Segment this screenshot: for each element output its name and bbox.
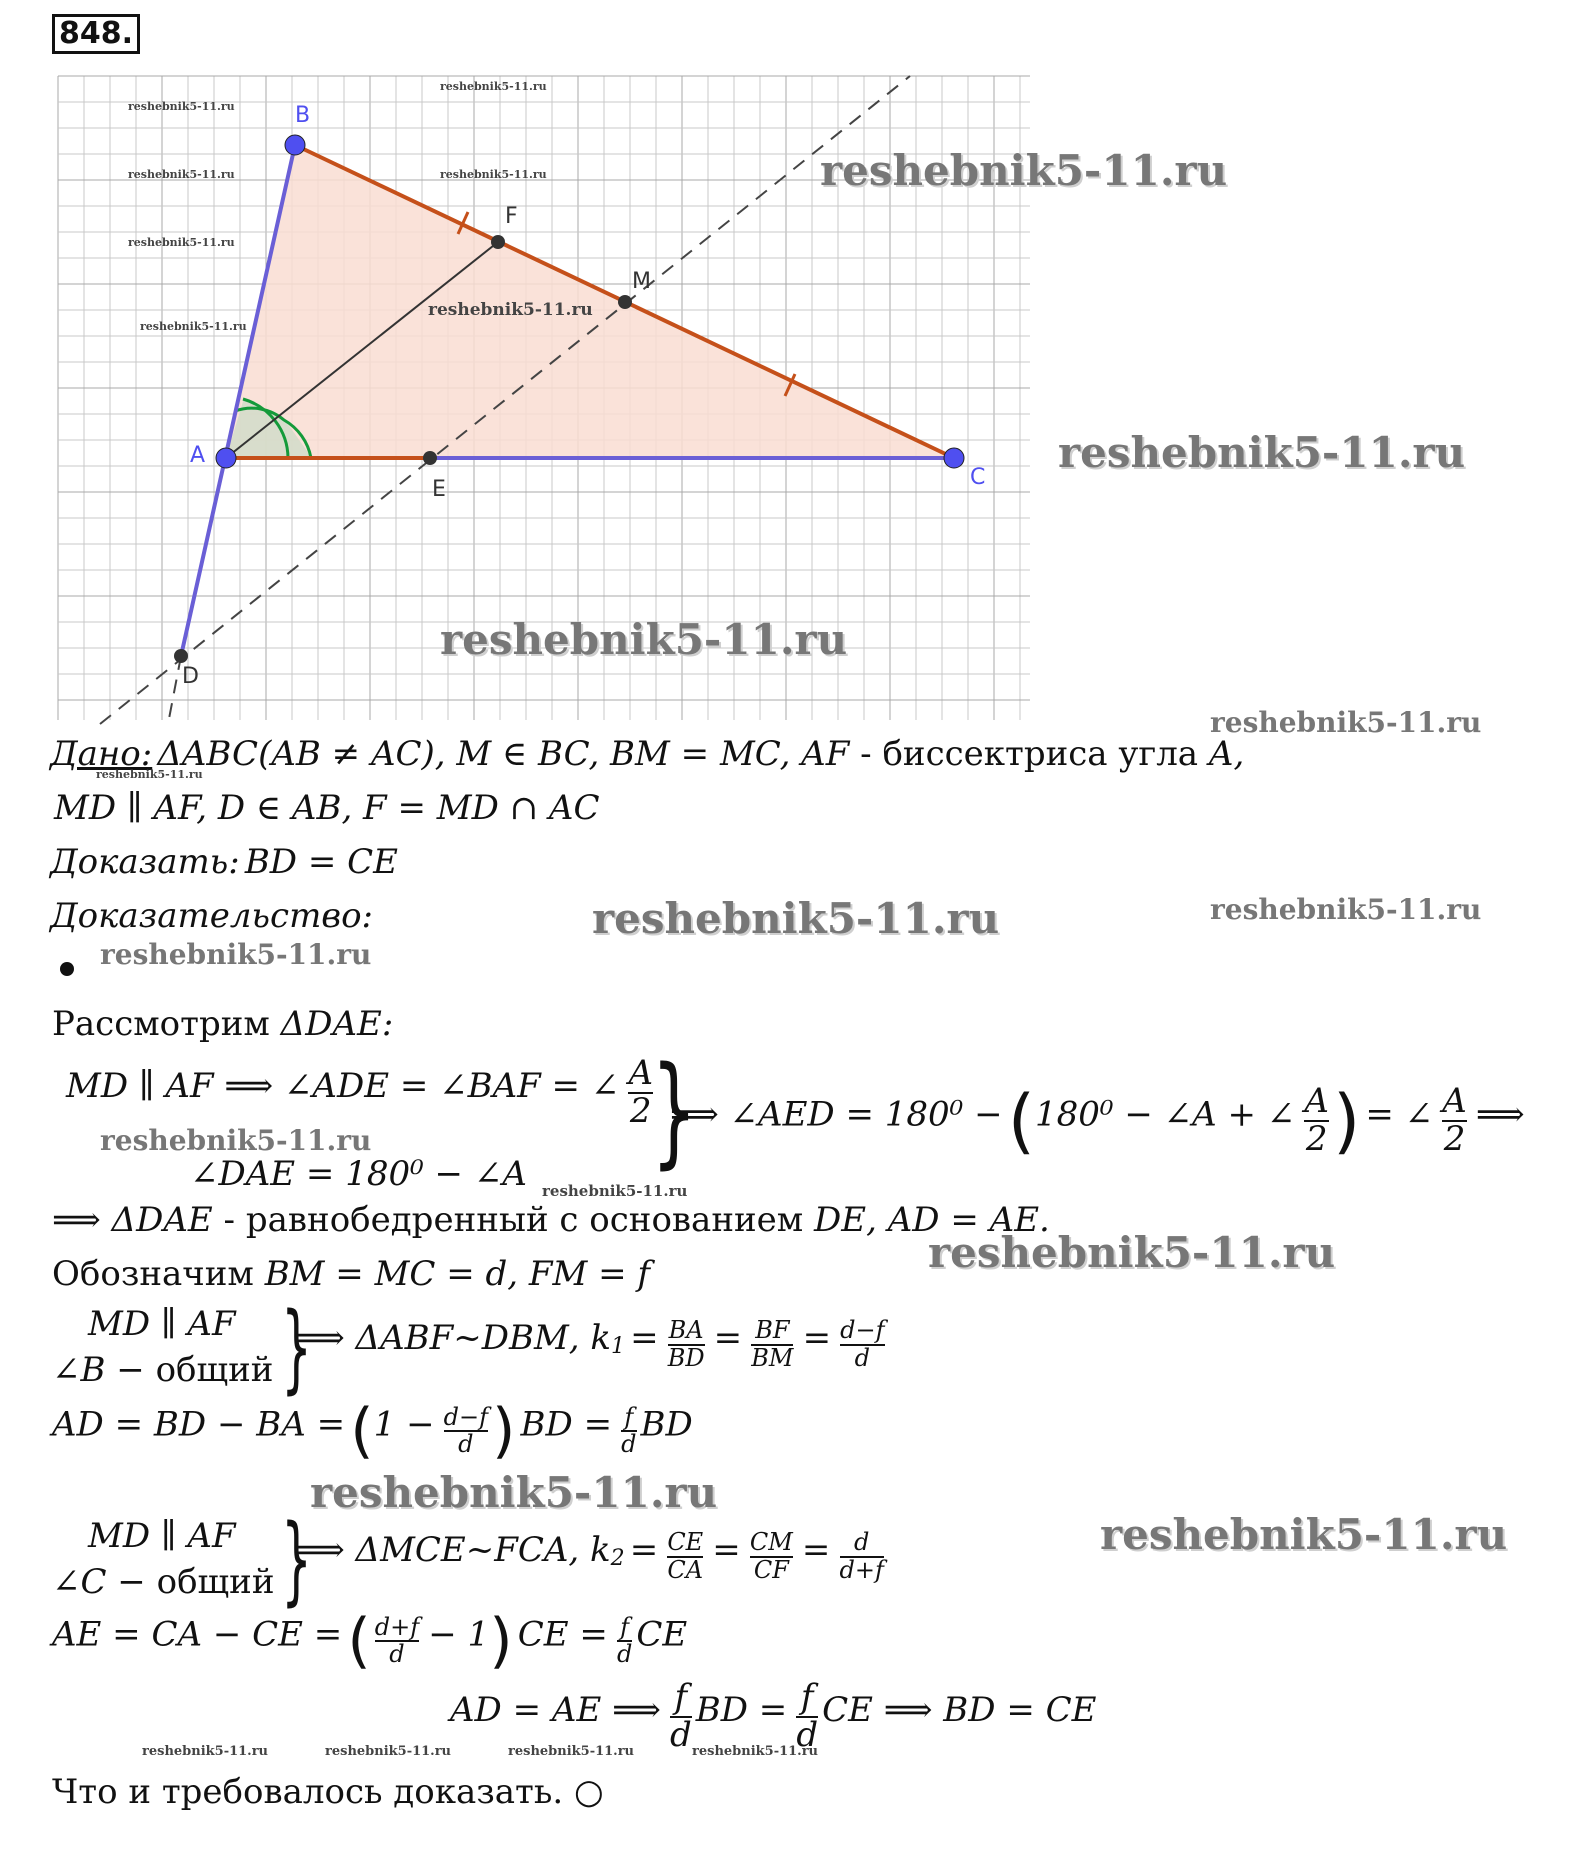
watermark: reshebnik5-11.ru bbox=[428, 300, 593, 320]
step1-r4: ⟹ bbox=[1475, 1094, 1525, 1135]
ae-minus: − 1 bbox=[428, 1614, 490, 1655]
watermark: reshebnik5-11.ru bbox=[592, 894, 1000, 943]
label-e: E bbox=[432, 477, 446, 502]
eq: = bbox=[802, 1318, 832, 1358]
eq: = bbox=[630, 1318, 659, 1358]
right-brace: } bbox=[281, 1504, 312, 1616]
step1-r2: 180⁰ − ∠A + ∠ bbox=[1035, 1094, 1296, 1135]
isosceles-math1: ⟹ ΔDAE bbox=[52, 1200, 213, 1240]
point-d bbox=[174, 649, 188, 663]
label-b: B bbox=[295, 103, 311, 128]
fraction bbox=[374, 1612, 420, 1668]
ad-left: AD = BD − BA = bbox=[52, 1404, 346, 1445]
label-c: C bbox=[970, 465, 986, 490]
proof-label: Доказательство: bbox=[50, 896, 374, 936]
sim1-result bbox=[296, 1318, 889, 1371]
watermark: reshebnik5-11.ru bbox=[128, 168, 235, 181]
watermark: reshebnik5-11.ru bbox=[542, 1182, 688, 1200]
watermark: reshebnik5-11.ru bbox=[1058, 428, 1466, 477]
watermark: reshebnik5-11.ru bbox=[692, 1744, 819, 1759]
given-line-1 bbox=[50, 734, 1244, 774]
watermark: reshebnik5-11.ru bbox=[1100, 1510, 1508, 1559]
step1-line1 bbox=[66, 1053, 657, 1131]
step1-eq1: MD ∥ AF ⟹ ∠ADE = ∠BAF = ∠ bbox=[66, 1066, 620, 1107]
bullet-dot bbox=[60, 962, 74, 976]
frac-den: d bbox=[840, 1344, 884, 1371]
fraction bbox=[668, 1318, 705, 1370]
point-e bbox=[423, 451, 437, 465]
isosceles-math2: DE, AD = AE. bbox=[814, 1200, 1050, 1240]
denote-text: Обозначим bbox=[52, 1254, 265, 1294]
frac-num: d bbox=[854, 1528, 870, 1557]
given-text-1: - биссектриса угла bbox=[849, 734, 1209, 774]
frac-num: f bbox=[624, 1402, 634, 1431]
final-mid: BD = bbox=[695, 1690, 788, 1731]
ae-line bbox=[52, 1606, 687, 1676]
isosceles-line bbox=[52, 1200, 1050, 1240]
right-brace: } bbox=[651, 1042, 698, 1181]
point-m bbox=[618, 295, 632, 309]
frac-den: d bbox=[375, 1640, 419, 1667]
given-label: Дано: bbox=[50, 734, 153, 774]
watermark: reshebnik5-11.ru bbox=[440, 615, 848, 664]
watermark: reshebnik5-11.ru bbox=[1210, 893, 1482, 926]
sim1-bottom bbox=[52, 1350, 273, 1390]
frac-num: BA bbox=[668, 1316, 704, 1345]
eq: = bbox=[629, 1530, 659, 1570]
qed-line: Что и требовалось доказать. ○ bbox=[52, 1772, 604, 1812]
watermark: reshebnik5-11.ru bbox=[96, 768, 203, 781]
watermark: reshebnik5-11.ru bbox=[100, 938, 372, 971]
sim2-sub: 2 bbox=[610, 1546, 625, 1572]
ae-mid: CE = bbox=[517, 1614, 608, 1655]
step1-right bbox=[670, 1080, 1525, 1162]
watermark: reshebnik5-11.ru bbox=[128, 236, 235, 249]
step1-line2: ∠DAE = 180⁰ − ∠A bbox=[190, 1154, 527, 1194]
consider-text: Рассмотрим bbox=[52, 1004, 281, 1044]
point-c bbox=[944, 448, 964, 468]
step1-r3: = ∠ bbox=[1365, 1094, 1434, 1135]
frac-num: A bbox=[1304, 1081, 1329, 1122]
frac-num: f bbox=[674, 1677, 688, 1717]
frac-den: 2 bbox=[629, 1090, 652, 1131]
fraction bbox=[621, 1402, 637, 1458]
open-paren: ( bbox=[350, 1396, 374, 1466]
eq: = bbox=[713, 1318, 743, 1358]
frac-den: BD bbox=[667, 1343, 705, 1372]
fraction-a-over-2 bbox=[1442, 1081, 1467, 1159]
watermark: reshebnik5-11.ru bbox=[100, 1124, 372, 1157]
frac-num: CE bbox=[667, 1528, 704, 1557]
watermark: reshebnik5-11.ru bbox=[440, 168, 547, 181]
given-line-2: MD ∥ AF, D ∈ AB, F = MD ∩ AC bbox=[54, 788, 600, 828]
close-paren: ) bbox=[492, 1396, 516, 1466]
sim1-bot-math: ∠B − bbox=[52, 1350, 145, 1390]
fraction bbox=[667, 1530, 703, 1582]
frac-num: d−f bbox=[443, 1402, 489, 1431]
sim1-res: ⟹ ΔABF~DBM, k bbox=[296, 1318, 611, 1358]
consider-line bbox=[52, 1004, 393, 1044]
label-a: A bbox=[190, 443, 206, 468]
frac-den: BM bbox=[751, 1343, 794, 1372]
frac-num: d−f bbox=[840, 1316, 885, 1345]
frac-num: d+f bbox=[374, 1612, 420, 1641]
isosceles-text: - равнобедренный с основанием bbox=[212, 1200, 815, 1240]
watermark: reshebnik5-11.ru bbox=[1210, 706, 1482, 739]
fraction bbox=[669, 1677, 692, 1755]
ad-mid: BD = bbox=[520, 1404, 613, 1445]
denote-math: BM = MC = d, FM = f bbox=[264, 1254, 650, 1294]
sim1-top: MD ∥ AF bbox=[88, 1304, 236, 1344]
prove-label: Доказать: bbox=[50, 842, 240, 882]
ad-one: 1 − bbox=[373, 1404, 435, 1445]
consider-math: ΔDAE: bbox=[280, 1004, 394, 1044]
fraction bbox=[616, 1612, 633, 1668]
watermark: reshebnik5-11.ru bbox=[508, 1744, 635, 1759]
prove-line bbox=[50, 842, 398, 882]
frac-num: CM bbox=[749, 1528, 793, 1557]
final-line bbox=[450, 1677, 1097, 1755]
sim2-top: MD ∥ AF bbox=[88, 1516, 236, 1556]
label-d: D bbox=[182, 664, 199, 689]
frac-num: A bbox=[628, 1053, 653, 1093]
given-math-1: ΔABC(AB ≠ AC), M ∈ BC, BM = MC, AF bbox=[157, 734, 850, 774]
close-paren: ) bbox=[1332, 1080, 1361, 1162]
frac-den: 2 bbox=[1305, 1119, 1328, 1159]
ad-end: BD bbox=[640, 1404, 693, 1445]
open-paren: ( bbox=[347, 1606, 371, 1676]
dashed-line-ab-extension bbox=[168, 656, 181, 724]
fraction bbox=[840, 1530, 884, 1582]
close-paren: ) bbox=[489, 1606, 513, 1676]
frac-den: d+f bbox=[839, 1555, 884, 1584]
open-paren: ( bbox=[1007, 1080, 1036, 1162]
eq: = bbox=[801, 1530, 831, 1570]
final-left: AD = AE ⟹ bbox=[450, 1690, 661, 1731]
sim2-bottom bbox=[52, 1562, 275, 1602]
watermark: reshebnik5-11.ru bbox=[928, 1228, 1336, 1277]
watermark: reshebnik5-11.ru bbox=[820, 146, 1228, 195]
frac-den: d bbox=[796, 1714, 819, 1755]
right-brace: } bbox=[281, 1292, 312, 1404]
watermark: reshebnik5-11.ru bbox=[325, 1744, 452, 1759]
fraction bbox=[840, 1318, 884, 1370]
sim2-bot-math: ∠C − bbox=[52, 1562, 146, 1602]
frac-num: f bbox=[800, 1677, 814, 1717]
point-f bbox=[491, 235, 505, 249]
eq: = bbox=[712, 1530, 741, 1570]
sim2-res: ⟹ ΔMCE~FCA, k bbox=[296, 1530, 611, 1570]
denote-line bbox=[52, 1254, 650, 1294]
point-a bbox=[216, 448, 236, 468]
watermark: reshebnik5-11.ru bbox=[440, 80, 547, 93]
fraction-a-over-2 bbox=[628, 1053, 653, 1131]
prove-math: BD = CE bbox=[244, 842, 398, 882]
label-m: M bbox=[632, 269, 651, 294]
frac-num: A bbox=[1442, 1081, 1467, 1122]
problem-number: 848. bbox=[52, 14, 140, 54]
sim2-result bbox=[296, 1530, 888, 1583]
frac-den: d bbox=[444, 1430, 488, 1457]
sim1-bot-text: общий bbox=[144, 1350, 274, 1390]
fraction-a-over-2 bbox=[1304, 1081, 1329, 1159]
frac-den: d bbox=[669, 1714, 692, 1755]
frac-den: 2 bbox=[1443, 1119, 1466, 1159]
frac-num: f bbox=[620, 1612, 630, 1641]
label-f: F bbox=[505, 204, 518, 229]
ae-end: CE bbox=[636, 1614, 688, 1655]
watermark: reshebnik5-11.ru bbox=[128, 100, 235, 113]
frac-den: d bbox=[616, 1640, 633, 1668]
point-b bbox=[285, 135, 305, 155]
frac-num: BF bbox=[755, 1316, 790, 1345]
ae-left: AE = CA − CE = bbox=[52, 1614, 343, 1655]
ad-line bbox=[52, 1396, 693, 1466]
given-end-1: A, bbox=[1208, 734, 1245, 774]
frac-den: CF bbox=[750, 1556, 793, 1583]
sim2-bot-text: общий bbox=[145, 1562, 275, 1602]
watermark: reshebnik5-11.ru bbox=[310, 1468, 718, 1517]
fraction bbox=[750, 1530, 793, 1582]
watermark: reshebnik5-11.ru bbox=[140, 320, 247, 333]
step1-r1: ⟹ ∠AED = 180⁰ − bbox=[670, 1094, 1003, 1135]
watermark: reshebnik5-11.ru bbox=[142, 1744, 269, 1759]
frac-den: CA bbox=[667, 1555, 704, 1584]
frac-den: d bbox=[621, 1430, 637, 1458]
final-end: CE ⟹ BD = CE bbox=[822, 1690, 1097, 1731]
sim1-sub: 1 bbox=[611, 1334, 625, 1360]
fraction bbox=[796, 1677, 819, 1755]
fraction bbox=[751, 1318, 793, 1370]
fraction bbox=[443, 1402, 489, 1458]
